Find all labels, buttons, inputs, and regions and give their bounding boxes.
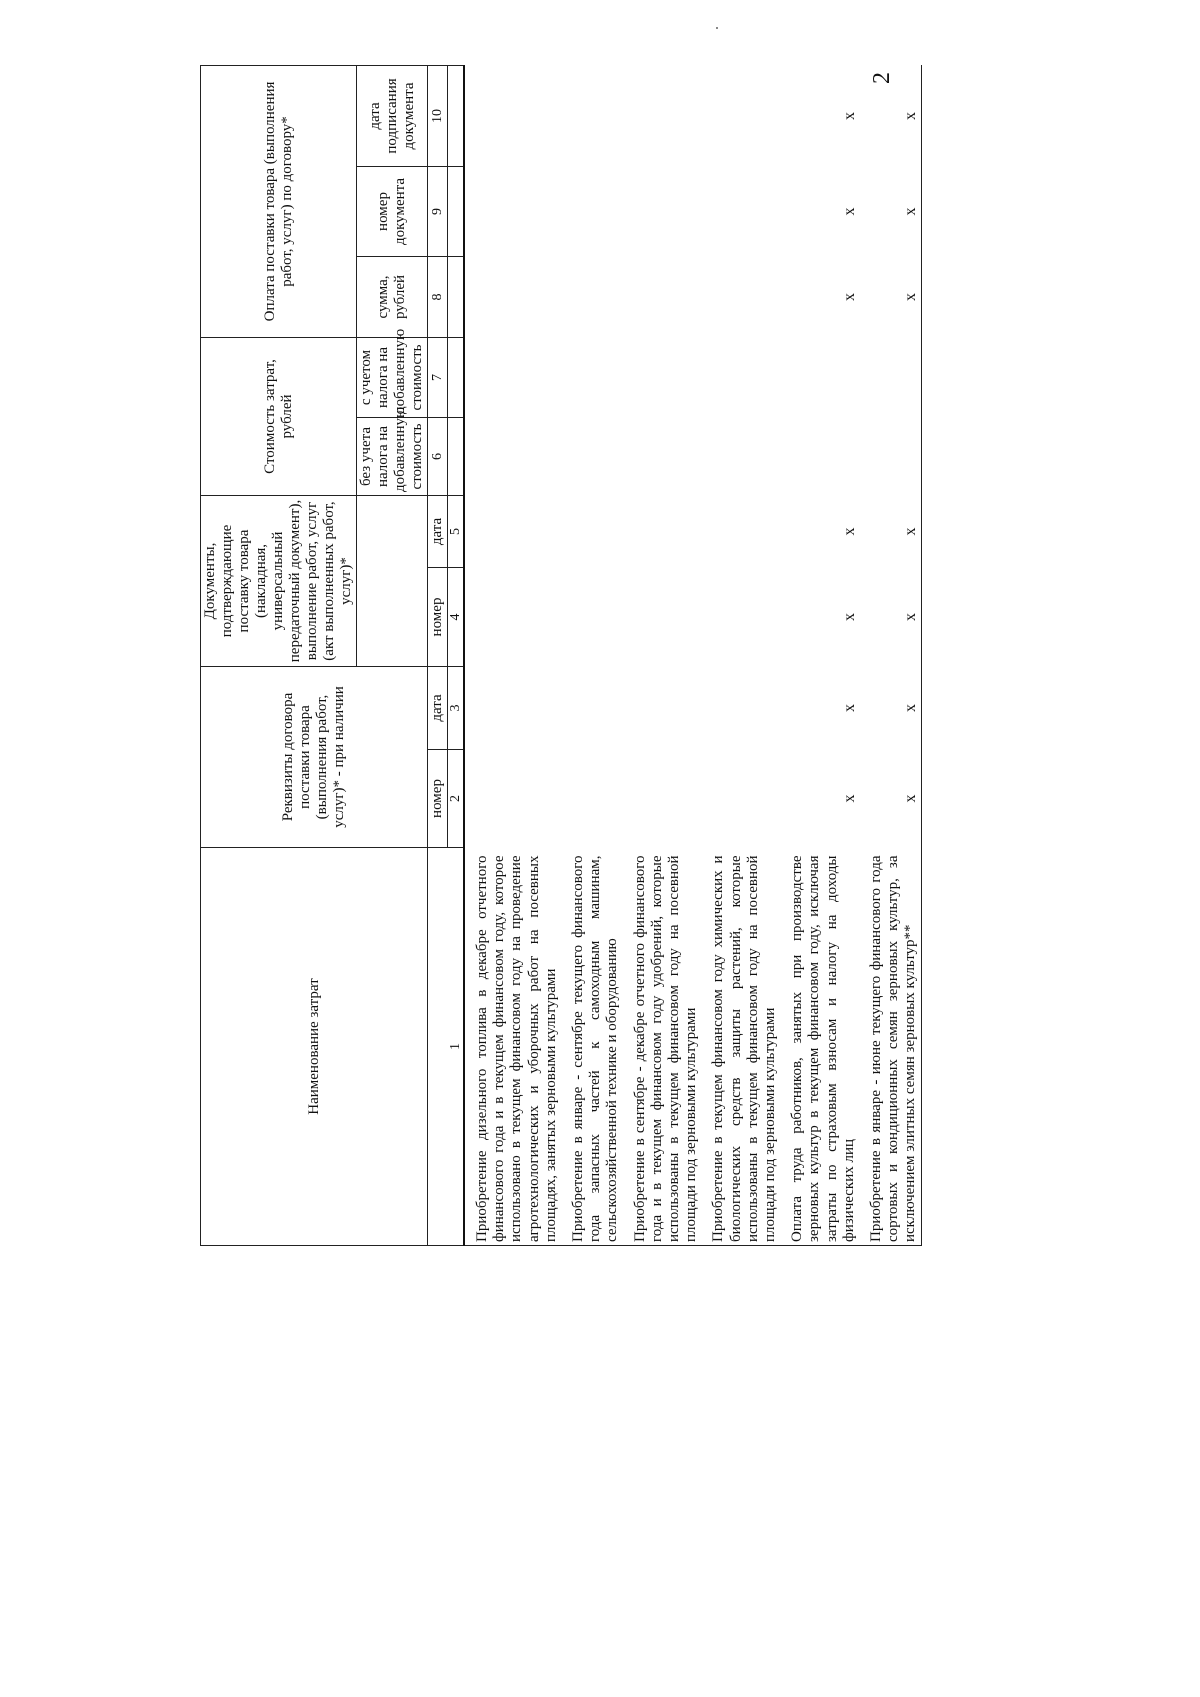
header-document-number: номер xyxy=(428,568,448,667)
table-cell-col-7 xyxy=(623,337,702,417)
table-cell-col-4 xyxy=(561,568,623,667)
expense-name-cell: Приобретение дизельного топлива в декабре отчетного финансового года и в текущем финансовом году, которое использовано в текущем финансовом году на проведение агротехнологических и уборочных работ на посевных площадях, занятых зерновыми культурами xyxy=(464,848,561,1246)
header-cost-without-vat: без учета налога на добавленную стоимость xyxy=(357,417,428,495)
header-cost-with-vat: с учетом налога на добавленную стоимость xyxy=(357,337,428,417)
table-cell-col-3: x xyxy=(859,667,921,750)
header-payment: Оплата поставки товара (выполнения работ, услуг) по договору* xyxy=(201,65,357,337)
table-cell-col-3: x xyxy=(840,704,858,712)
table-cell-col-5 xyxy=(623,495,702,567)
table-cell-col-2 xyxy=(561,750,623,848)
table-cell-col-9: x xyxy=(840,207,858,216)
table-body xyxy=(464,65,921,1245)
rotated-table-wrapper xyxy=(200,66,920,1246)
table-cell-col-7 xyxy=(780,337,859,417)
table-cell-col-6 xyxy=(464,417,561,495)
col-number-4: 4 xyxy=(448,568,465,667)
header-payment-sum: сумма, рублей xyxy=(357,256,428,337)
table-cell-col-6 xyxy=(701,417,780,495)
col-number-6: 6 xyxy=(428,417,448,495)
header-contract-number: номер xyxy=(428,750,448,848)
header-document-date: дата xyxy=(428,495,448,567)
table-cell-col-3 xyxy=(464,667,561,750)
table-cell-col-8: x xyxy=(859,256,921,337)
table-row xyxy=(780,65,859,1245)
table-cell-col-2: x xyxy=(859,750,921,848)
table-cell-col-8: x xyxy=(840,292,858,301)
table-cell-col-4: x xyxy=(859,568,921,667)
header-contract-details: Реквизиты договора поставки товара (выполнения работ, услуг)* - при наличии xyxy=(201,667,428,848)
table-cell-col-10: x xyxy=(840,111,858,120)
table-row xyxy=(464,65,561,1245)
table-row xyxy=(859,65,921,1245)
table-cell-col-3 xyxy=(623,667,702,750)
table-cell-col-10 xyxy=(464,65,561,166)
table-cell-col-7 xyxy=(701,337,780,417)
table-cell-col-10 xyxy=(623,65,702,166)
page-number: 2 xyxy=(869,72,895,84)
header-cost: Стоимость затрат, рублей xyxy=(201,337,357,495)
table-cell-col-9 xyxy=(623,166,702,256)
table-cell-col-10 xyxy=(561,65,623,166)
table-cell-col-4: x xyxy=(840,613,858,621)
table-cell-col-3 xyxy=(561,667,623,750)
table-cell-col-4 xyxy=(464,568,561,667)
table-cell-col-7 xyxy=(561,337,623,417)
table-cell-col-8 xyxy=(623,256,702,337)
table-cell-col-6 xyxy=(623,417,702,495)
col-number-1: 1 xyxy=(428,848,465,1246)
table-cell-col-2 xyxy=(623,750,702,848)
col-number-8: 8 xyxy=(428,256,448,337)
table-cell-col-6 xyxy=(859,417,921,495)
table-cell-col-7 xyxy=(464,337,561,417)
table-row xyxy=(623,65,702,1245)
table-cell-col-3 xyxy=(701,667,780,750)
col-number-10: 10 xyxy=(428,65,448,166)
table-row xyxy=(701,65,780,1245)
table-cell-col-5 xyxy=(464,495,561,567)
table-cell-col-10 xyxy=(701,65,780,166)
table-cell-col-9 xyxy=(561,166,623,256)
table-cell-col-6 xyxy=(561,417,623,495)
table-cell-col-5: x xyxy=(859,495,921,567)
table-header xyxy=(201,65,465,1245)
table-cell-col-6 xyxy=(780,417,859,495)
table-cell-col-4 xyxy=(701,568,780,667)
table-cell-col-9: x xyxy=(859,166,921,256)
table-cell-col-8 xyxy=(464,256,561,337)
table-cell-col-5: x xyxy=(840,527,858,536)
table-cell-col-9 xyxy=(701,166,780,256)
expense-name-cell: Приобретение в текущем финансовом году химических и биологических средств защиты растений, которые использованы в текущем финансовом году на посевной площади под зерновыми культурами xyxy=(701,848,780,1246)
header-contract-date: дата xyxy=(428,667,448,750)
table-cell-col-4 xyxy=(623,568,702,667)
table-cell-col-7 xyxy=(859,337,921,417)
expense-table xyxy=(200,65,922,1246)
table-cell-col-8 xyxy=(701,256,780,337)
table-cell-col-5 xyxy=(701,495,780,567)
header-payment-doc-number: номер документа xyxy=(357,166,428,256)
expense-name-cell: Приобретение в сентябре - декабре отчетного финансового года и в текущем финансовом году удобрений, которые использованы в текущем финансовом году на посевной площади под зерновыми культурами xyxy=(623,848,702,1246)
table-cell-col-10: x xyxy=(859,65,921,166)
table-row xyxy=(561,65,623,1245)
col-number-5: 5 xyxy=(448,495,465,567)
scan-speck xyxy=(716,27,718,29)
expense-name-cell: Приобретение в январе - июне текущего финансового года сортовых и кондиционных семян зерновых культур, за исключением элитных семян зерновых культур** xyxy=(859,848,921,1246)
col-number-7: 7 xyxy=(428,337,448,417)
col-number-3: 3 xyxy=(448,667,465,750)
col-number-2: 2 xyxy=(448,750,465,848)
header-payment-doc-date: дата подписания документа xyxy=(357,65,428,166)
table-cell-col-9 xyxy=(464,166,561,256)
expense-name-cell: Оплата труда работников, занятых при производстве зерновых культур в текущем финансовом году, исключая затраты по страховым взносам и налогу на доходы физических лиц xyxy=(780,848,859,1246)
table-cell-col-2: x xyxy=(840,794,858,803)
table-cell-col-2 xyxy=(464,750,561,848)
col-number-9: 9 xyxy=(428,166,448,256)
table-cell-col-8 xyxy=(561,256,623,337)
expense-name-cell: Приобретение в январе - сентябре текущего финансового года запасных частей к самоходным машинам, сельскохозяйственной технике и оборудованию xyxy=(561,848,623,1246)
table-cell-col-2 xyxy=(701,750,780,848)
table-cell-col-5 xyxy=(561,495,623,567)
header-expense-name: Наименование затрат xyxy=(201,848,428,1246)
header-supporting-documents: Документы, подтверждающие поставку товара (накладная, универсальный передаточный документ), выполнение работ, услуг (акт выполненных работ, услуг)* xyxy=(201,495,357,666)
